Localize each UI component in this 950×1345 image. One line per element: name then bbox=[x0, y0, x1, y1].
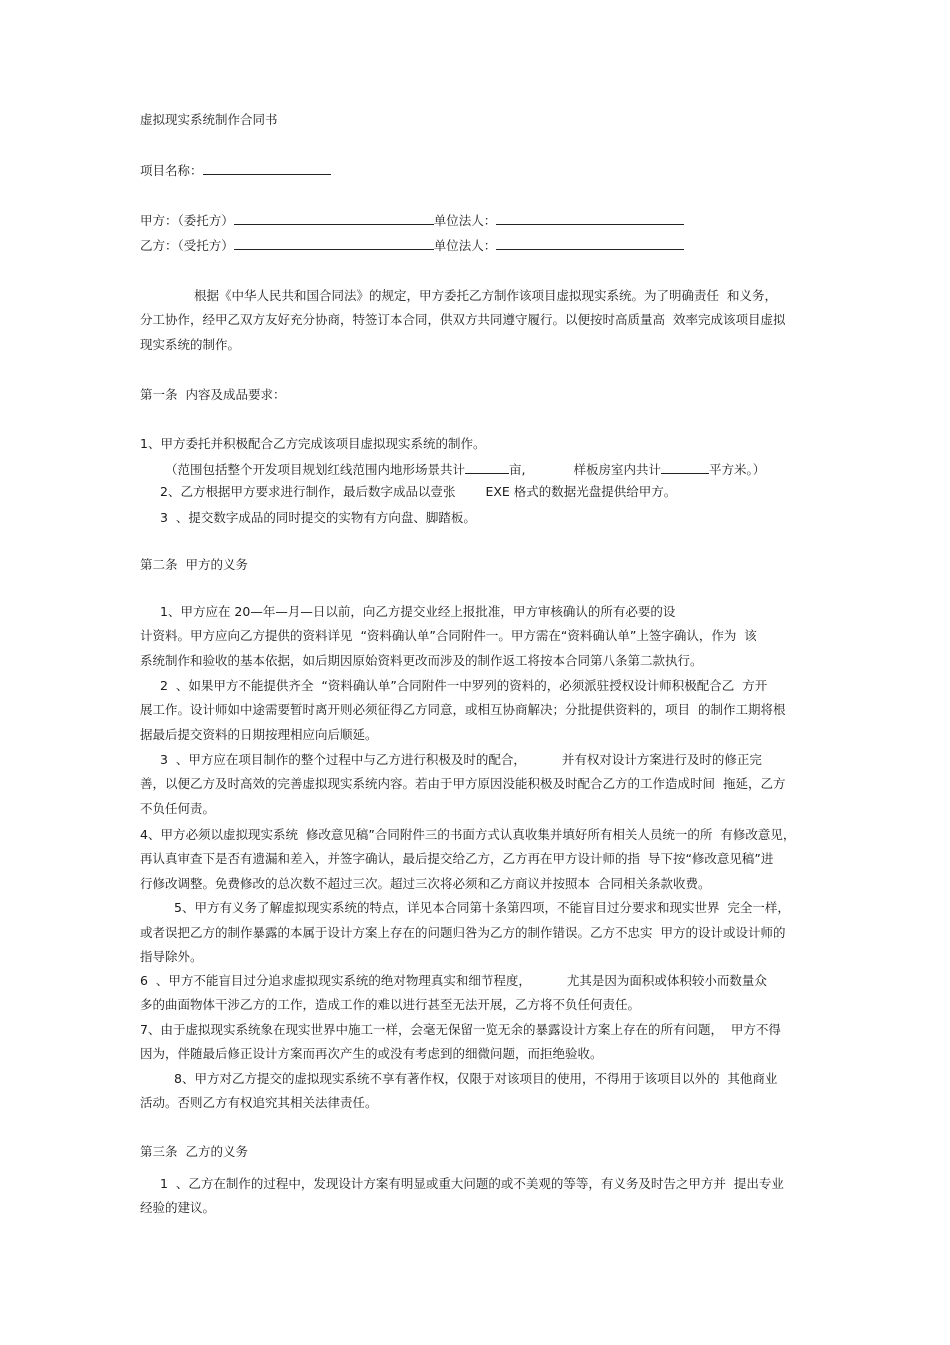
article-3-line: 经验的建议。 bbox=[140, 1200, 216, 1215]
article-2-line: 3 、甲方应在项目制作的整个过程中与乙方进行积极及时的配合， 并有权对设计方案进行及时的修正完 bbox=[160, 752, 762, 767]
article-2-line: 7、由于虚拟现实系统象在现实世界中施工一样，会毫无保留一览无余的暴露设计方案上存在的所有问题， 甲方不得 bbox=[140, 1022, 781, 1037]
doc-title: 虚拟现实系统制作合同书 bbox=[140, 112, 278, 127]
area-blank bbox=[465, 460, 509, 474]
intro-line: 分工协作，经甲乙双方友好充分协商，特签订本合同，供双方共同遵守履行。以便按时高质量高 效率完成该项目虚拟 bbox=[140, 312, 786, 327]
article-2-line: 8、甲方对乙方提交的虚拟现实系统不享有著作权，仅限于对该项目的使用，不得用于该项目以外的 其他商业 bbox=[174, 1071, 778, 1086]
article-1-item-2: 2、乙方根据甲方要求进行制作，最后数字成品以壹张 EXE 格式的数据光盘提供给甲方。 bbox=[160, 484, 677, 499]
article-1-heading: 第一条 内容及成品要求： bbox=[140, 387, 286, 402]
party-b-legal-label: 单位法人： bbox=[433, 238, 497, 253]
project-name-label: 项目名称： bbox=[140, 163, 203, 178]
project-name-row bbox=[140, 161, 331, 179]
article-2-line: 据最后提交资料的日期按理相应向后顺延。 bbox=[140, 727, 378, 742]
intro-line: 现实系统的制作。 bbox=[140, 337, 241, 352]
party-b-label: 乙方：（受托方） bbox=[140, 238, 234, 253]
article-2-line: 展工作。设计师如中途需要暂时离开则必须征得乙方同意，或相互协商解决；分批提供资料的，项目 的制作工期将根 bbox=[140, 702, 786, 717]
article-2-line: 2 、如果甲方不能提供齐全 “资料确认单”合同附件一中罗列的资料的，必须派驻授权设计师积极配合乙 方开 bbox=[160, 678, 768, 693]
article-2-line: 多的曲面物体干涉乙方的工作，造成工作的难以进行甚至无法开展，乙方将不负任何责任。 bbox=[140, 997, 641, 1012]
article-3-line: 1 、乙方在制作的过程中，发现设计方案有明显或重大问题的或不美观的等等，有义务及时告之甲方并 提出专业 bbox=[160, 1176, 784, 1191]
party-a-legal-blank bbox=[496, 211, 684, 225]
article-2-line: 1、甲方应在 20—年—月—日以前，向乙方提交业经上报批准，甲方审核确认的所有必要的设 bbox=[160, 604, 676, 619]
article-1-scope-line: （范围包括整个开发项目规划红线范围内地形场景共计 亩, 样板房室内共计 平方米。） bbox=[165, 462, 766, 477]
article-2-line: 或者误把乙方的制作暴露的本属于设计方案上存在的问题归咎为乙方的制作错误。乙方不忠实 甲方的设计或设计师的 bbox=[140, 925, 786, 940]
party-a-legal-label: 单位法人： bbox=[433, 213, 497, 228]
article-2-line: 再认真审查下是否有遗漏和差入，并签字确认，最后提交给乙方，乙方再在甲方设计师的指 导下按“修改意见稿”进 bbox=[140, 851, 774, 866]
party-b-row bbox=[140, 236, 684, 254]
article-2-line: 善，以便乙方及时高效的完善虚拟现实系统内容。若由于甲方原因没能积极及时配合乙方的工作造成时间 拖延，乙方 bbox=[140, 776, 786, 791]
party-a-blank bbox=[234, 211, 434, 225]
article-3-heading: 第三条 乙方的义务 bbox=[140, 1144, 248, 1159]
article-2-line: 活动。否则乙方有权追究其相关法律责任。 bbox=[140, 1095, 378, 1110]
party-a-row bbox=[140, 211, 684, 229]
party-b-blank bbox=[234, 236, 434, 250]
article-2-line: 5、甲方有义务了解虚拟现实系统的特点，详见本合同第十条第四项，不能盲目过分要求和现实世界 完全一样， bbox=[174, 900, 790, 915]
party-b-legal-blank bbox=[496, 236, 684, 250]
article-1-item-3: 3 、提交数字成品的同时提交的实物有方向盘、脚踏板。 bbox=[160, 510, 476, 525]
article-1-item-1: 1、甲方委托并积极配合乙方完成该项目虚拟现实系统的制作。 bbox=[140, 436, 486, 451]
article-2-line: 行修改调整。免费修改的总次数不超过三次。超过三次将必须和乙方商议并按照本 合同相关条款收费。 bbox=[140, 876, 711, 891]
article-2-line: 不负任何责。 bbox=[140, 801, 216, 816]
article-2-line: 计资料。甲方应向乙方提供的资料详见 “资料确认单”合同附件一。甲方需在“资料确认单”上签字确认，作为 该 bbox=[140, 628, 757, 643]
article-2-line: 系统制作和验收的基本依据，如后期因原始资料更改而涉及的制作返工将按本合同第八条第二款执行。 bbox=[140, 653, 703, 668]
sqm-blank bbox=[661, 460, 709, 474]
party-a-label: 甲方：（委托方） bbox=[140, 213, 234, 228]
article-2-line: 因为，伴随最后修正设计方案而再次产生的或没有考虑到的细微问题，而拒绝验收。 bbox=[140, 1046, 603, 1061]
article-2-line: 4、甲方必须以虚拟现实系统 修改意见稿”合同附件三的书面方式认真收集并填好所有相关人员统一的所 有修改意见， bbox=[140, 827, 796, 842]
project-name-blank bbox=[203, 161, 331, 175]
article-2-line: 指导除外。 bbox=[140, 949, 203, 964]
article-2-line: 6 、甲方不能盲目过分追求虚拟现实系统的绝对物理真实和细节程度， 尤其是因为面积或体积较小而数量众 bbox=[140, 973, 767, 988]
article-2-heading: 第二条 甲方的义务 bbox=[140, 557, 248, 572]
intro-line: 根据《中华人民共和国合同法》的规定，甲方委托乙方制作该项目虚拟现实系统。为了明确责任 和义务， bbox=[194, 288, 777, 303]
